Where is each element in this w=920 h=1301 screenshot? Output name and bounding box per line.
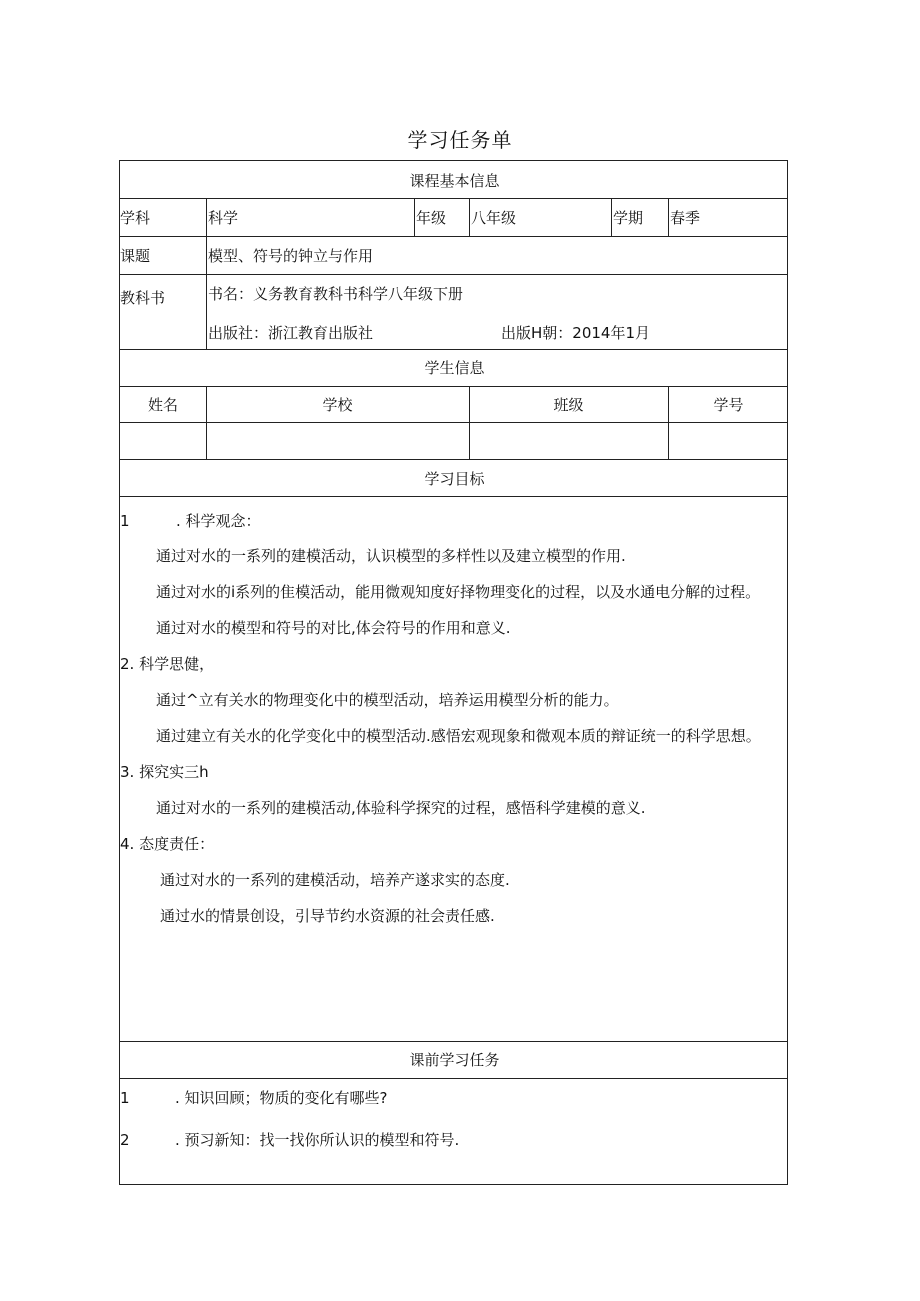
section-title-science-concept: . 科学观念： [176, 512, 261, 530]
student-info-header: 学生信息 [424, 359, 485, 377]
term-value: 春季 [670, 209, 701, 227]
objective-item: 通过水的情景创设，引导节约水资源的社会责任感. [160, 907, 495, 925]
subject-value: 科学 [208, 209, 239, 227]
row-divider [120, 1078, 787, 1079]
col-divider [611, 198, 612, 236]
col-divider [414, 198, 415, 236]
pre-tasks-header: 课前学习任务 [409, 1051, 500, 1069]
subject-label: 学科 [120, 209, 151, 227]
row-divider [120, 198, 787, 199]
row-divider [120, 349, 787, 350]
course-info-header: 课程基本信息 [409, 172, 500, 190]
task-number: 2 [120, 1131, 130, 1149]
objectives-header: 学习目标 [424, 470, 485, 488]
row-divider [120, 496, 787, 497]
topic-value: 模型、符号的钟立与作用 [208, 247, 374, 265]
topic-label: 课题 [120, 247, 151, 265]
objective-item: 通过对水的一系列的建模活动,体验科学探究的过程，感悟科学建模的意义. [156, 799, 646, 817]
grade-value: 八年级 [471, 209, 517, 227]
task-preview: . 预习新知：找一找你所认识的模型和符号. [175, 1131, 460, 1149]
task-number: 1 [120, 1089, 130, 1107]
row-divider [120, 274, 787, 275]
col-divider [668, 198, 669, 236]
row-divider [120, 1041, 787, 1042]
column-header-student-id: 学号 [713, 396, 744, 414]
objective-item: 通过对水的一系列的建模活动，培养产遂求实的态度. [160, 871, 510, 889]
section-title-inquiry-practice: 3. 探究实三h [120, 763, 209, 781]
textbook-name: 书名：义务教育教科书科学八年级下册 [208, 285, 464, 303]
page-title: 学习任务单 [407, 128, 513, 152]
textbook-label: 教科书 [120, 289, 166, 307]
term-label: 学期 [613, 209, 644, 227]
row-divider [120, 459, 787, 460]
section-number: 1 [120, 512, 130, 530]
objective-item: 通过对水的模型和符号的对比,体会符号的作用和意义. [156, 619, 511, 637]
objective-item: 通过建立有关水的化学变化中的模型活动.感悟宏观现象和微观本质的辩证统一的科学思想。 [156, 727, 761, 745]
row-divider [120, 236, 787, 237]
textbook-publisher: 出版社：浙江教育出版社 [208, 324, 374, 342]
grade-label: 年级 [416, 209, 447, 227]
objective-item: 通过^立有关水的物理变化中的模型活动，培养运用模型分析的能力。 [156, 691, 619, 709]
row-divider [120, 386, 787, 387]
objective-item: 通过对水的i系列的隹模活动，能用微观知度好择物理变化的过程，以及水通电分解的过程。 [156, 583, 761, 601]
row-divider [120, 422, 787, 423]
objective-item: 通过对水的一系列的建模活动，认识模型的多样性以及建立模型的作用. [156, 547, 626, 565]
textbook-pub-date: 出版H朝：2014年1月 [501, 324, 650, 342]
task-knowledge-review: . 知识回顾；物质的变化有哪些? [175, 1089, 388, 1107]
column-header-name: 姓名 [147, 396, 178, 414]
col-divider [469, 198, 470, 236]
task-sheet-table [119, 160, 788, 1185]
col-divider [206, 198, 207, 349]
section-title-attitude-responsibility: 4. 态度责任： [120, 835, 215, 853]
column-header-school: 学校 [322, 396, 353, 414]
section-title-science-thinking: 2. 科学思健， [120, 655, 215, 673]
column-header-class: 班级 [553, 396, 584, 414]
